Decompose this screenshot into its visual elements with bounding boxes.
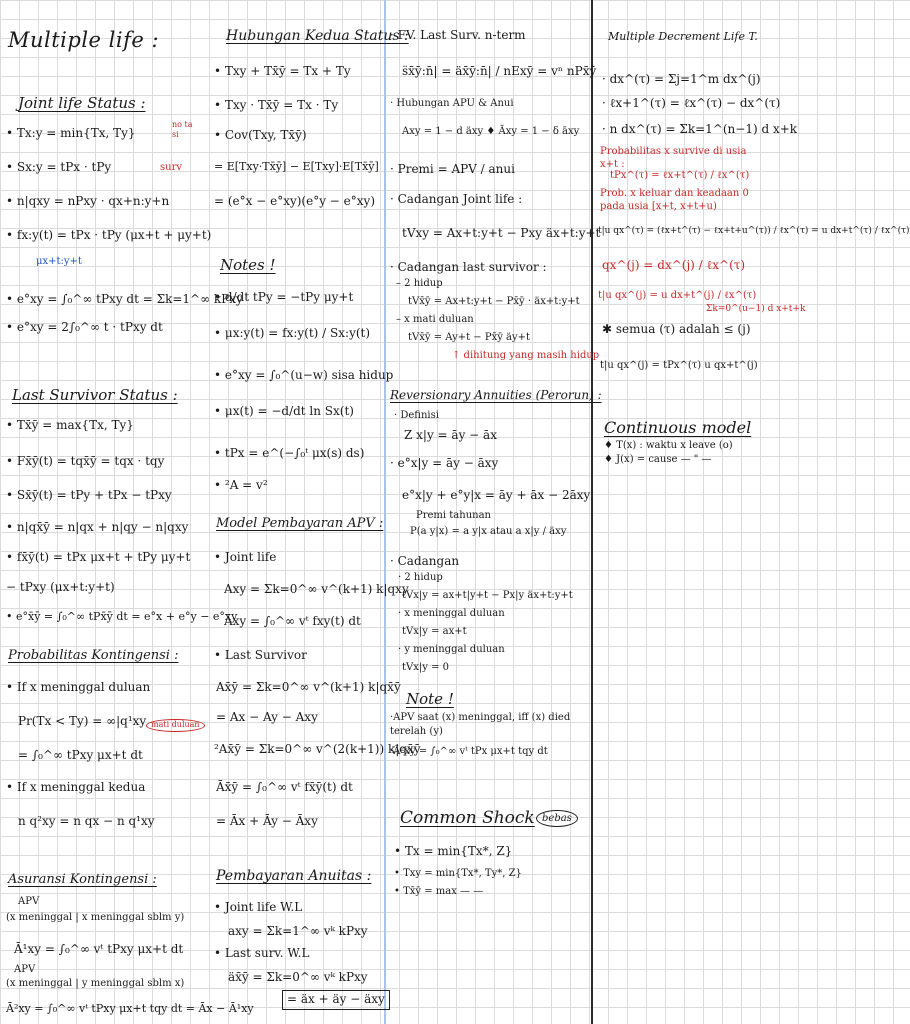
multiple-decrement-title: Multiple Decrement Life T. xyxy=(608,30,758,43)
note2-line: ·APV saat (x) meninggal, iff (x) died xyxy=(390,712,571,723)
rel-line: • Cov(Txy, Tx̄ȳ) xyxy=(214,128,307,142)
joint-line: • e°xy = ∫₀^∞ tPxy dt = Σk=1^∞ kPxy xyxy=(6,292,243,306)
prob-line: = ∫₀^∞ tPxy μx+t dt xyxy=(18,748,143,762)
note2-line: terelah (y) xyxy=(390,726,443,737)
rel-line: • Txy · Tx̄ȳ = Tx · Ty xyxy=(214,98,339,112)
cs-line: • Tx = min{Tx*, Z} xyxy=(394,844,513,858)
cadangan-last: · Cadangan last survivor : xyxy=(390,260,547,274)
joint-line: • e°xy = 2∫₀^∞ t · tPxy dt xyxy=(6,320,163,334)
decrement-line: · dx^(τ) = Σj=1^m dx^(j) xyxy=(602,72,761,86)
last-line: − tPxy (μx+t:y+t) xyxy=(6,580,115,594)
model-line: • Last Survivor xyxy=(214,648,307,662)
rev-line: tVx|y = 0 xyxy=(402,662,449,673)
model-line: = Ax − Ay − Axy xyxy=(216,710,318,724)
red-note-keluar: Prob. x keluar dan keadaan 0 pada usia [x+t, x+t+u) xyxy=(600,188,749,212)
model-line: = Āx + Āy − Āxy xyxy=(216,814,318,828)
last-line: • Tx̄ȳ = max{Tx, Ty} xyxy=(6,418,134,432)
last-line: • Fx̄ȳ(t) = tqx̄ȳ = tqx · tqy xyxy=(6,454,165,468)
notes-line: • μx:y(t) = fx:y(t) / Sx:y(t) xyxy=(214,326,371,340)
semua-note: ✱ semua (τ) adalah ≤ (j) xyxy=(602,322,751,336)
cad-last-line: tVx̄ȳ = Ay+t − Px̄ȳ äy+t xyxy=(408,332,531,343)
rel-line: = (e°x − e°xy)(e°y − e°xy) xyxy=(214,194,376,208)
model-line: Ax̄ȳ = Σk=0^∞ v^(k+1) k|qx̄ȳ xyxy=(216,680,401,694)
cad-last-line: – x mati duluan xyxy=(396,314,474,325)
cad-last-line: – 2 hidup xyxy=(396,278,443,289)
prob-line: • If x meninggal kedua xyxy=(6,780,146,794)
pembayaran-anuitas-heading: Pembayaran Anuitas : xyxy=(216,868,372,884)
hubungan-heading: Hubungan Kedua Status : xyxy=(226,28,409,44)
notes-line: • ²A = v² xyxy=(214,478,268,492)
prob-kontingensi-heading: Probabilitas Kontingensi : xyxy=(8,648,179,663)
decrement-line-last: t|u qx^(j) = tPx^(τ) u qx+t^(j) xyxy=(600,360,758,371)
notes-line: • tPx = e^(−∫₀ᵗ μx(s) ds) xyxy=(214,446,365,460)
column-last-survivor xyxy=(386,0,602,1024)
cadangan-joint: · Cadangan Joint life : xyxy=(390,192,523,206)
page-title: Multiple life : xyxy=(8,28,160,52)
asur-line: Ā²xy = ∫₀^∞ vᵗ tPxy μx+t tqy dt = Āx − Ā¹xy xyxy=(6,1002,254,1015)
asuransi-kontingensi-heading: Asuransi Kontingensi : xyxy=(8,872,157,887)
rev-line: tVx|y = ax+t|y+t − Px|y äx+t:y+t xyxy=(402,590,573,601)
joint-line: • n|qxy = nPxy · qx+n:y+n xyxy=(6,194,170,208)
model-line: ²Ax̄ȳ = Σk=0^∞ v^(2(k+1)) k|qx̄ȳ xyxy=(214,742,421,756)
premi-line: · Premi = APV / anui xyxy=(390,162,515,176)
joint-line: • Sx:y = tPx · tPy xyxy=(6,160,112,174)
rel-line: • Txy + Tx̄ȳ = Tx + Ty xyxy=(214,64,351,78)
mati-duluan-badge: mati duluan xyxy=(146,712,205,732)
fv-formula: s̈x̄ȳ:n̄| = äx̄ȳ:n̄| / nExȳ = vⁿ nPx̄ȳ xyxy=(402,64,597,78)
rev-line: · e°x|y = āy − āxy xyxy=(390,456,499,470)
rev-line: tVx|y = ax+t xyxy=(402,626,467,637)
asur-line: Ā¹xy = ∫₀^∞ vᵗ tPxy μx+t dt xyxy=(14,942,184,956)
apu-line: · Hubungan APU & Anui xyxy=(390,98,514,109)
notes-line: • d/dt tPy = −tPy μy+t xyxy=(214,290,354,304)
anuitas-line: • Joint life W.L xyxy=(214,900,303,914)
anuitas-line: äx̄ȳ = Σk=0^∞ vᵏ kPxy xyxy=(228,970,368,984)
last-line: • e°x̄ȳ = ∫₀^∞ tPx̄ȳ dt = e°x + e°y − e°xy xyxy=(6,610,238,623)
joint-line: • fx:y(t) = tPx · tPy (μx+t + μy+t) xyxy=(6,228,212,242)
prob-line: • If x meninggal duluan xyxy=(6,680,151,694)
rev-line: · Definisi xyxy=(394,410,439,421)
joint-line: • Tx:y = min{Tx, Ty} xyxy=(6,126,136,140)
annotation-mu: μx+t:y+t xyxy=(36,256,82,267)
rev-line: · x meninggal duluan xyxy=(398,608,505,619)
cadangan-joint-formula: tVxy = Ax+t:y+t − Pxy äx+t:y+t xyxy=(402,226,601,240)
cs-line: • Tx̄ȳ = max — — xyxy=(394,886,484,897)
column-multiple-decrement xyxy=(596,0,910,1024)
reversionary-heading: Reversionary Annuities (Perorun) : xyxy=(390,388,602,402)
rev-line: · y meninggal duluan xyxy=(398,644,505,655)
rev-line: Z x|y = āy − āx xyxy=(404,428,497,442)
column-divider-black xyxy=(591,0,593,1024)
notes-heading: Notes ! xyxy=(220,256,276,274)
decrement-line: · n dx^(τ) = Σk=1^(n−1) d x+k xyxy=(602,122,798,136)
model-line: • Joint life xyxy=(214,550,277,564)
anuitas-line: • Last surv. W.L xyxy=(214,946,310,960)
anuitas-boxed-formula: = äx + äy − äxy xyxy=(282,990,390,1010)
model-apv-heading: Model Pembayaran APV : xyxy=(216,516,384,531)
model-line: Āx̄ȳ = ∫₀^∞ vᵗ fx̄ȳ(t) dt xyxy=(216,780,353,794)
last-line: • Sx̄ȳ(t) = tPy + tPx − tPxy xyxy=(6,488,172,502)
red-formula-tpx: tPx^(τ) = ℓx+t^(τ) / ℓx^(τ) xyxy=(610,170,750,181)
apu-formula: Axy = 1 − d äxy ♦ Āxy = 1 − δ āxy xyxy=(402,126,580,137)
last-line: • fx̄ȳ(t) = tPx μx+t + tPy μy+t xyxy=(6,550,191,564)
asur-line: APV xyxy=(18,896,40,907)
model-line: Āxy = ∫₀^∞ vᵗ fxy(t) dt xyxy=(224,614,361,628)
rev-line: P(a y|x) = a y|x atau a x|y / äxy xyxy=(410,526,567,537)
red-formula-sum: Σk=0^(u−1) d x+t+k xyxy=(706,304,806,314)
prob-line: n q²xy = n qx − n q¹xy xyxy=(18,814,155,828)
cs-line: • Txy = min{Tx*, Ty*, Z} xyxy=(394,868,522,879)
continuous-model-heading: Continuous model xyxy=(604,418,752,437)
cadangan-note: ↑ dihitung yang masih hidup xyxy=(452,350,600,361)
annotation-nota: no ta si xyxy=(172,120,193,139)
annotation-surv: surv xyxy=(160,162,183,173)
rev-line: · 2 hidup xyxy=(398,572,443,583)
joint-life-heading: Joint life Status : xyxy=(18,94,146,112)
asur-line: (x meninggal | y meninggal sblm x) xyxy=(6,978,185,989)
cad-last-line: tVx̄ȳ = Ax+t:y+t − Px̄ȳ · äx+t:y+t xyxy=(408,296,580,307)
red-note-survive: Probabilitas x survive di usia x+t : xyxy=(600,146,747,170)
rev-line: · Cadangan xyxy=(390,554,460,568)
rel-line: = E[Txy·Tx̄ȳ] − E[Txy]·E[Tx̄ȳ] xyxy=(214,160,379,173)
last-survivor-heading: Last Survivor Status : xyxy=(12,386,178,404)
notes-line: • e°xy = ∫₀^(u−w) sisa hidup xyxy=(214,368,394,382)
continuous-line: ♦ J(x) = cause — " — xyxy=(604,454,712,465)
red-formula-tuqj: t|u qx^(j) = u dx+t^(j) / ℓx^(τ) xyxy=(598,290,757,301)
bebas-badge: bebas xyxy=(536,806,578,827)
decrement-line-tu: t|u qx^(τ) = (ℓx+t^(τ) − ℓx+t+u^(τ)) / ℓx^(τ) = u dx+t^(τ) / ℓx^(τ) xyxy=(598,226,910,236)
continuous-line: ♦ T(x) : waktu x leave (o) xyxy=(604,440,733,451)
rev-line: e°x|y + e°y|x = āy + āx − 2āxy xyxy=(402,488,591,502)
fv-line: · FV. Last Surv. n-term xyxy=(390,28,526,42)
asur-line: APV xyxy=(14,964,36,975)
anuitas-line: axy = Σk=1^∞ vᵏ kPxy xyxy=(228,924,368,938)
last-line: • n|qx̄ȳ = n|qx + n|qy − n|qxy xyxy=(6,520,189,534)
notes-line: • μx(t) = −d/dt ln Sx(t) xyxy=(214,404,354,418)
decrement-line-qj: qx^(j) = dx^(j) / ℓx^(τ) xyxy=(602,258,746,272)
prob-line: Pr(Tx < Ty) = ∞|q¹xy xyxy=(18,714,147,728)
rev-line: Premi tahunan xyxy=(416,510,491,521)
common-shock-heading: Common Shock xyxy=(400,808,535,828)
note-heading: Note ! xyxy=(406,690,454,708)
model-line: Axy = Σk=0^∞ v^(k+1) k|qxy xyxy=(224,582,409,596)
note2-line: ·Ā²xy = ∫₀^∞ vᵗ tPx μx+t tqy dt xyxy=(390,746,548,757)
asur-line: (x meninggal | x meninggal sblm y) xyxy=(6,912,185,923)
decrement-line: · ℓx+1^(τ) = ℓx^(τ) − dx^(τ) xyxy=(602,96,781,110)
